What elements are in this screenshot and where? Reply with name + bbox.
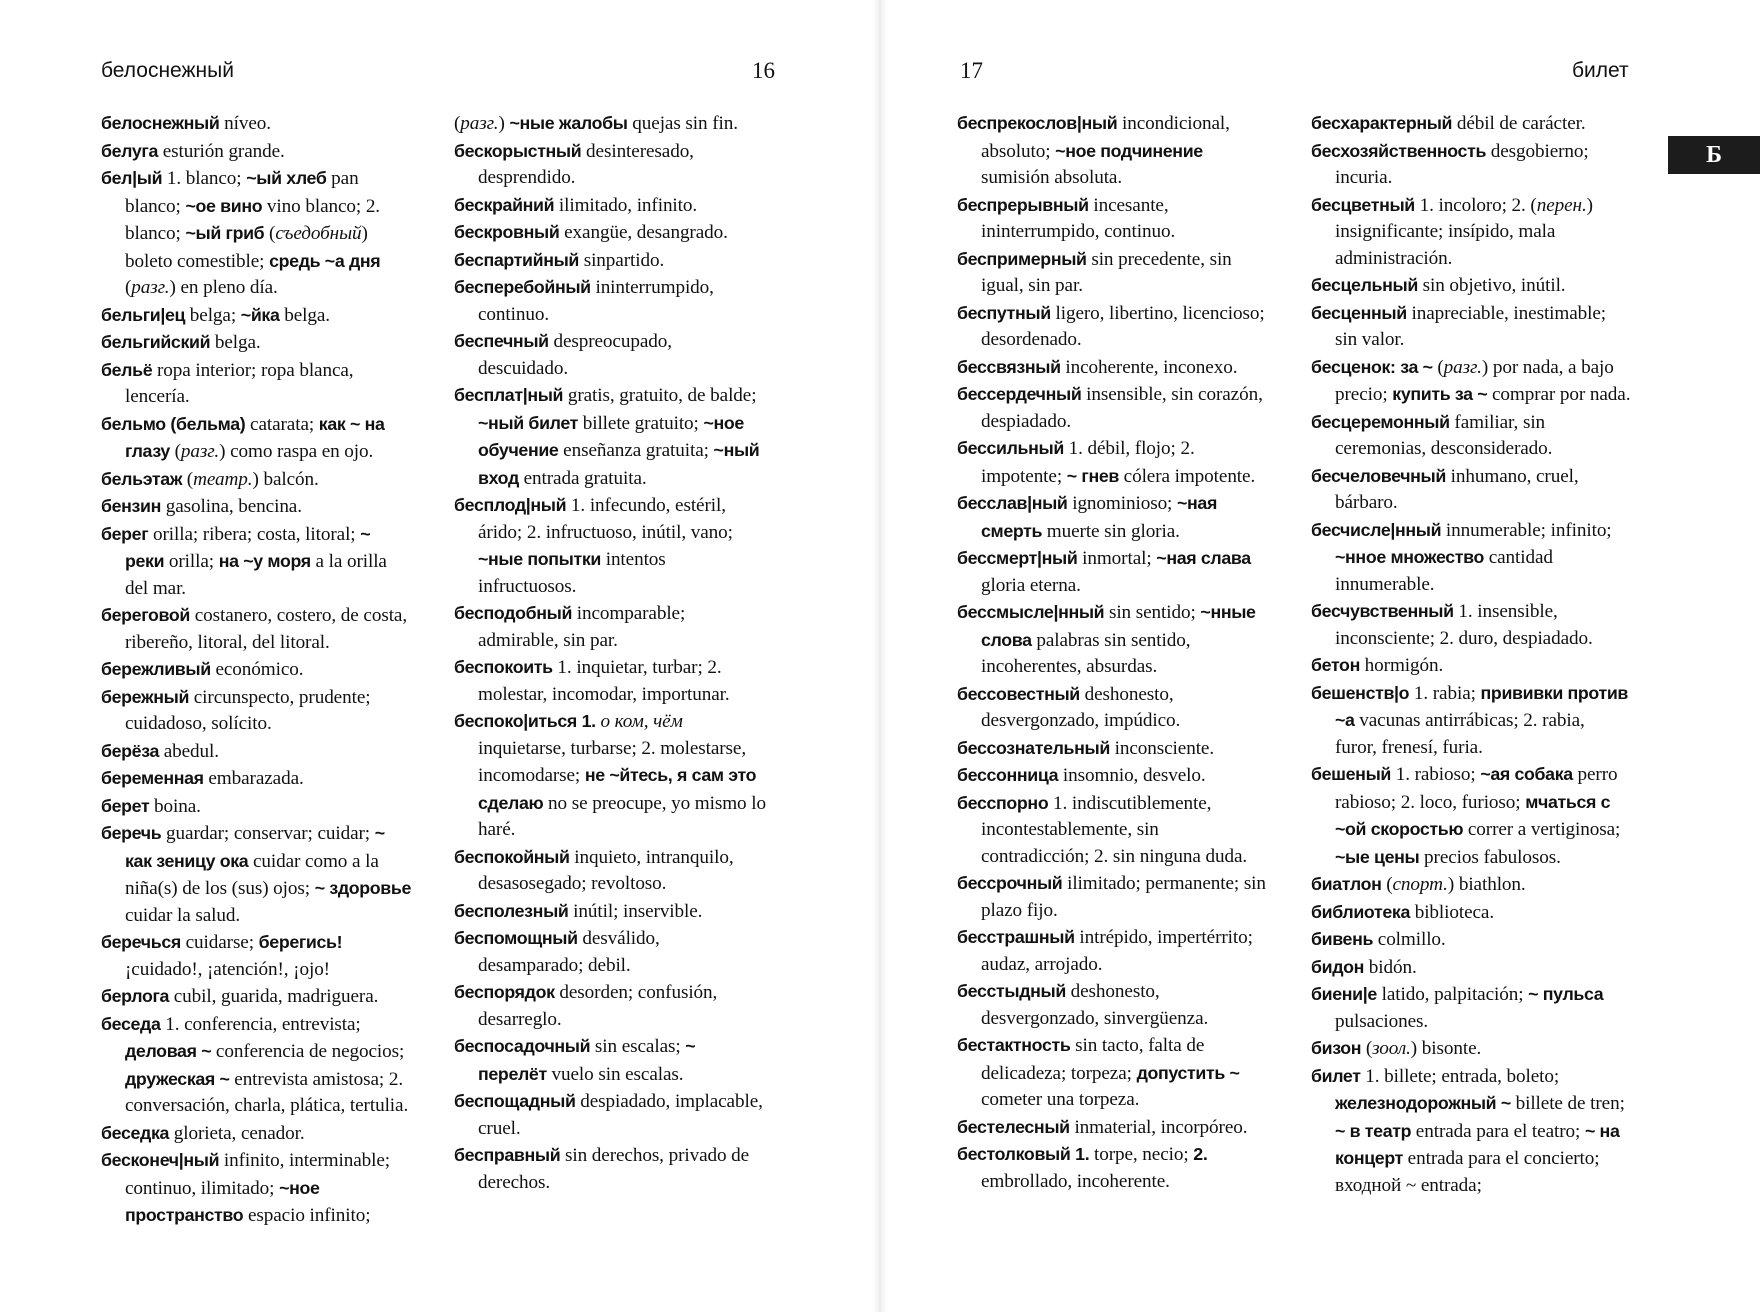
entry-headword: бесцветный <box>1311 194 1415 215</box>
entry-definition: ininterrumpido, continuo. <box>478 277 714 325</box>
entry-definition: ilimitado, infinito. <box>554 194 698 216</box>
dictionary-entry <box>1311 926 1631 954</box>
entry-headword: биени|е <box>1311 984 1377 1004</box>
entry-definition: inmaterial, incorpóreo. <box>1069 1116 1248 1138</box>
entry-headword: бидон <box>1311 956 1365 977</box>
entry-headword: бессердечный <box>957 384 1082 404</box>
entry-definition: sin precedente, sin igual, sin par. <box>981 248 1232 296</box>
entry-headword: бестелесный <box>957 1116 1070 1137</box>
entry-definition: 1. infecundo, estéril, árido; 2. infructuoso, inútil, vano; ~ные попытки intentos infructuosos. <box>478 495 733 597</box>
entry-definition: gratis, gratuito, de balde; ~ный билет billete gratuito; ~ное обучение enseñanza gratuita; ~ный вход entrada gratuita. <box>478 385 760 489</box>
entry-headword: белуга <box>101 140 159 161</box>
entry-headword: берёза <box>101 740 160 761</box>
entry-headword: беспрерывный <box>957 194 1089 215</box>
entry-definition: inútil; inservible. <box>568 900 703 922</box>
entry-headword: биатлон <box>1311 874 1382 894</box>
dictionary-entry <box>1311 354 1631 409</box>
entry-headword: бесподобный <box>454 603 573 623</box>
entry-headword: бесчеловечный <box>1311 465 1446 486</box>
dictionary-entry <box>101 656 413 684</box>
dictionary-entry <box>1311 138 1631 192</box>
entry-headword: библиотека <box>1311 901 1410 922</box>
entry-headword: белоснежный <box>101 113 220 133</box>
entry-headword: бесплод|ный <box>454 495 567 515</box>
dictionary-entry <box>957 1032 1269 1114</box>
dictionary-entry <box>957 681 1269 735</box>
entry-definition: desorden; confusión, desarreglo. <box>478 982 718 1030</box>
entry-definition: inconsciente. <box>1109 737 1215 759</box>
entry-definition: 1. insensible, inconsciente; 2. duro, despiadado. <box>1335 601 1593 649</box>
dictionary-entry <box>957 924 1269 978</box>
guide-word-right: билет <box>1572 59 1629 82</box>
page-number-left: 16 <box>752 58 775 83</box>
dictionary-entry <box>1311 409 1631 463</box>
dictionary-entry <box>957 599 1269 681</box>
dictionary-entry <box>957 354 1269 382</box>
dictionary-column-2 <box>454 110 766 1196</box>
dictionary-entry <box>1311 192 1631 273</box>
entry-definition: 1. billete; entrada, boleto; железнодорожный ~ billete de tren; ~ в театр entrada para el teatro; ~ на концерт entrada para el concierto; входной ~ entrada; <box>1335 1065 1625 1196</box>
entry-definition: bidón. <box>1364 956 1417 978</box>
entry-headword: бессознательный <box>957 737 1110 758</box>
dictionary-entry <box>957 192 1269 246</box>
entry-headword: бережный <box>101 686 190 707</box>
entry-headword: бельэтаж <box>101 468 183 489</box>
dictionary-entry <box>957 545 1269 599</box>
entry-headword: бескровный <box>454 222 560 242</box>
entry-definition: inapreciable, inestimable; sin valor. <box>1335 302 1607 350</box>
entry-definition: 1. conferencia, entrevista; деловая ~ conferencia de negocios; дружеская ~ entrevista amistosa; 2. conversación, charla, plática, tertulia. <box>125 1013 409 1116</box>
dictionary-entry <box>454 382 766 492</box>
entry-definition: 1. incoloro; 2. (перен.) insignificante; insípido, mala administración. <box>1335 194 1593 269</box>
entry-definition: ropa interior; ropa blanca, lencería. <box>125 359 354 407</box>
dictionary-entry <box>101 357 413 411</box>
guide-word-left: белоснежный <box>101 59 234 82</box>
entry-headword: бессмерт|ный <box>957 548 1078 568</box>
dictionary-entry <box>454 328 766 382</box>
entry-definition: 1. torpe, necio; 2. embrollado, incoherente. <box>981 1144 1208 1192</box>
entry-definition: desinteresado, desprendido. <box>478 140 694 188</box>
dictionary-entry <box>1311 761 1631 871</box>
entry-headword: беспощадный <box>454 1091 576 1111</box>
entry-headword: бельё <box>101 359 153 380</box>
entry-headword: бессвязный <box>957 356 1061 377</box>
alphabet-thumb-tab: Б <box>1668 136 1760 174</box>
dictionary-entry <box>101 684 413 738</box>
entry-headword: бесспорно <box>957 792 1049 813</box>
dictionary-entry <box>101 493 413 521</box>
dictionary-entry <box>101 1120 413 1148</box>
dictionary-entry <box>957 490 1269 545</box>
entry-definition: incomparable; admirable, sin par. <box>478 603 686 651</box>
entry-headword: берег <box>101 523 149 544</box>
dictionary-entry <box>1311 680 1631 762</box>
dictionary-entry <box>454 274 766 328</box>
dictionary-entry <box>957 110 1269 192</box>
entry-definition: inquieto, intranquilo, desasosegado; revoltoso. <box>478 846 734 894</box>
entry-definition: insomnio, desvelo. <box>1058 765 1206 786</box>
dictionary-entry <box>101 521 413 603</box>
right-page <box>880 0 1760 1312</box>
entry-definition: circunspecto, prudente; cuidadoso, solícito. <box>125 686 371 734</box>
dictionary-entry <box>454 492 766 600</box>
dictionary-entry <box>454 925 766 979</box>
entry-headword: беспечный <box>454 331 549 351</box>
entry-definition: boina. <box>149 795 201 817</box>
entry-definition: económico. <box>210 659 304 680</box>
entry-definition: ignominioso; ~ная смерть muerte sin gloria. <box>981 493 1217 542</box>
dictionary-entry <box>101 411 413 466</box>
dictionary-entry <box>454 219 766 247</box>
dictionary-entry <box>101 1147 413 1230</box>
entry-definition: despreocupado, descuidado. <box>478 331 672 379</box>
entry-headword: беспоко|иться <box>454 711 577 731</box>
dictionary-entry <box>957 435 1269 490</box>
entry-definition: biblioteca. <box>1410 901 1495 923</box>
dictionary-entry <box>957 735 1269 763</box>
entry-headword: бесконеч|ный <box>101 1150 220 1170</box>
dictionary-entry <box>957 381 1269 435</box>
dictionary-entry <box>454 708 766 844</box>
entry-headword: бел|ый <box>101 168 163 188</box>
dictionary-entry <box>454 1033 766 1088</box>
dictionary-entry <box>957 300 1269 354</box>
dictionary-entry <box>454 654 766 708</box>
dictionary-column-1 <box>101 110 413 1230</box>
dictionary-entry <box>101 165 413 302</box>
entry-headword: бешеный <box>1311 764 1391 784</box>
dictionary-entry <box>101 820 413 929</box>
entry-headword: бельги|ец <box>101 304 186 325</box>
entry-definition: glorieta, cenador. <box>169 1122 305 1144</box>
entry-headword: берлога <box>101 986 170 1006</box>
entry-definition: 1. inquietar, turbar; 2. molestar, incomodar, importunar. <box>478 657 730 705</box>
entry-headword: бессонница <box>957 765 1059 785</box>
dictionary-entry <box>101 602 413 656</box>
dictionary-entry <box>957 790 1269 871</box>
entry-headword: беременная <box>101 768 204 788</box>
dictionary-entry <box>101 765 413 793</box>
entry-definition: 1. indiscutiblemente, incontestablemente, sin contradicción; 2. sin ninguna duda. <box>981 792 1248 867</box>
entry-headword: бесхарактерный <box>1311 113 1453 133</box>
entry-headword: беречься <box>101 932 181 952</box>
entry-headword: бессильный <box>957 438 1064 458</box>
dictionary-entry <box>101 793 413 821</box>
entry-headword: бестактность <box>957 1035 1071 1055</box>
entry-headword: беспутный <box>957 302 1051 323</box>
entry-definition: guardar; conservar; cuidar; ~ как зеницу ока cuidar como a la niña(s) de los (sus) ojos; ~ здоровье cuidar la salud. <box>125 823 411 926</box>
entry-headword: бельгийский <box>101 332 211 352</box>
entry-definition: embarazada. <box>203 768 304 789</box>
entry-definition: insensible, sin corazón, despiadado. <box>981 384 1263 432</box>
entry-headword: беспосадочный <box>454 1036 591 1056</box>
entry-definition: infinito, interminable; continuo, ilimitado; ~ное пространство espacio infinito; <box>125 1150 390 1226</box>
entry-headword: бесстыдный <box>957 981 1066 1001</box>
dictionary-entry <box>1311 110 1631 138</box>
entry-definition: inmortal; ~ная слава gloria eterna. <box>981 548 1251 596</box>
entry-headword: бесхозяйственность <box>1311 140 1487 161</box>
entry-headword: бензин <box>101 496 162 516</box>
entry-definition: 1. blanco; ~ый хлеб pan blanco; ~ое вино vino blanco; 2. blanco; ~ый гриб (съедобный) boleto comestible; средь ~а дня (разг.) en pleno día. <box>125 168 381 298</box>
entry-headword: бесперебойный <box>454 277 591 297</box>
dictionary-column-3 <box>957 110 1269 1195</box>
entry-headword: бельмо (бельма) <box>101 413 246 434</box>
entry-definition: incondicional, absoluto; ~ное подчинение sumisión absoluta. <box>981 113 1230 188</box>
page-number-right: 17 <box>960 58 983 83</box>
entry-headword: бесстрашный <box>957 927 1075 947</box>
entry-headword: бескрайний <box>454 194 555 215</box>
dictionary-entry <box>957 246 1269 300</box>
dictionary-entry <box>957 978 1269 1032</box>
entry-headword: бессмысле|нный <box>957 602 1105 622</box>
entry-headword: беспартийный <box>454 249 580 270</box>
entry-headword: бесцельный <box>1311 275 1418 295</box>
dictionary-entry <box>101 138 413 166</box>
entry-definition: desválido, desamparado; debil. <box>478 928 660 976</box>
entry-headword: бесцеремонный <box>1311 411 1450 432</box>
entry-headword: берет <box>101 795 150 816</box>
entry-definition: ligero, libertino, licencioso; desordenado. <box>981 302 1265 350</box>
entry-definition: sinpartido. <box>579 249 665 271</box>
entry-headword: бешенств|о <box>1311 682 1410 703</box>
entry-headword: бессовестный <box>957 683 1080 704</box>
entry-definition: 1. rabioso; ~ая собака perro rabioso; 2. loco, furioso; мчаться с ~ой скоростью correr a vertiginosa; ~ые цены precios fabulosos. <box>1335 764 1621 868</box>
dictionary-entry <box>454 1088 766 1142</box>
entry-headword: беспокойный <box>454 846 570 867</box>
entry-definition: hormigón. <box>1359 655 1444 676</box>
dictionary-entry <box>454 600 766 654</box>
entry-headword: бесплат|ный <box>454 385 564 405</box>
dictionary-entry <box>101 329 413 357</box>
dictionary-entry <box>1311 272 1631 300</box>
entry-headword: бизон <box>1311 1038 1362 1058</box>
entry-definition: deshonesto, desvergonzado, impúdico. <box>981 683 1181 731</box>
entry-headword: беречь <box>101 823 162 843</box>
entry-definition: despiadado, implacable, cruel. <box>478 1091 763 1139</box>
dictionary-entry <box>101 929 413 983</box>
dictionary-entry <box>1311 598 1631 652</box>
entry-headword: бескорыстный <box>454 140 582 161</box>
dictionary-entry <box>957 870 1269 924</box>
entry-definition: innumerable; infinito; ~нное множество cantidad innumerable. <box>1335 519 1612 595</box>
dictionary-entry <box>1311 1035 1631 1063</box>
dictionary-entry <box>101 738 413 766</box>
entry-headword: бесправный <box>454 1145 561 1165</box>
entry-definition: incesante, ininterrumpido, continuo. <box>981 194 1176 242</box>
entry-definition: débil de carácter. <box>1452 113 1586 134</box>
dictionary-entry <box>454 192 766 220</box>
entry-definition: níveo. <box>219 113 271 134</box>
entry-definition: (зоол.) bisonte. <box>1361 1038 1482 1059</box>
entry-definition: sin tacto, falta de delicadeza; torpeza; допустить ~ cometer una torpeza. <box>981 1035 1240 1110</box>
entry-definition: deshonesto, desvergonzado, sinvergüenza. <box>981 981 1209 1029</box>
entry-definition: belga. <box>210 332 261 353</box>
dictionary-entry <box>1311 300 1631 354</box>
entry-definition: incoherente, inconexo. <box>1060 356 1238 378</box>
entry-definition: cubil, guarida, madriguera. <box>169 986 379 1007</box>
entry-definition: (театр.) balcón. <box>182 468 319 490</box>
entry-definition: cuidarse; берегись! ¡cuidado!, ¡atención!, ¡ojo! <box>125 932 343 980</box>
entry-headword: бестолковый <box>957 1144 1071 1164</box>
entry-headword: беспокоить <box>454 657 553 677</box>
entry-definition: familiar, sin ceremonias, desconsiderado. <box>1335 411 1553 459</box>
dictionary-entry <box>101 466 413 494</box>
dictionary-entry <box>101 302 413 330</box>
dictionary-entry <box>101 1011 413 1120</box>
entry-headword: береговой <box>101 605 190 625</box>
entry-definition: exangüe, desangrado. <box>559 222 728 243</box>
dictionary-entry <box>1311 1063 1631 1200</box>
dictionary-entry <box>1311 899 1631 927</box>
dictionary-entry <box>454 979 766 1033</box>
dictionary-entry <box>957 1114 1269 1142</box>
dictionary-entry <box>101 110 413 138</box>
dictionary-entry <box>454 247 766 275</box>
entry-headword: беседа <box>101 1013 161 1034</box>
dictionary-entry <box>1311 954 1631 982</box>
entry-definition: sin derechos, privado de derechos. <box>478 1145 750 1193</box>
entry-definition: orilla; ribera; costa, litoral; ~ реки orilla; на ~у моря a la orilla del mar. <box>125 523 387 599</box>
dictionary-entry <box>957 762 1269 790</box>
entry-definition: sin objetivo, inútil. <box>1417 275 1566 296</box>
dictionary-entry <box>1311 517 1631 599</box>
entry-headword: беседка <box>101 1122 170 1143</box>
entry-headword: бесценный <box>1311 302 1407 323</box>
entry-definition: belga; ~йка belga. <box>185 304 330 326</box>
dictionary-entry <box>1311 871 1631 899</box>
entry-definition: gasolina, bencina. <box>161 496 302 517</box>
entry-headword: бивень <box>1311 929 1374 949</box>
dictionary-entry <box>1311 981 1631 1035</box>
entry-definition: 1. rabia; прививки против ~а vacunas antirrábicas; 2. rabia, furor, frenesí, furia. <box>1335 682 1628 758</box>
entry-headword: бесслав|ный <box>957 493 1068 513</box>
entry-headword: бесчувственный <box>1311 601 1454 621</box>
entry-headword: беспомощный <box>454 928 578 948</box>
entry-definition: 1. о ком, чём inquietarse, turbarse; 2. molestarse, incomodarse; не ~йтесь, я сам это сделаю no se preocupe, yo mismo lo haré. <box>478 711 766 840</box>
entry-definition: abedul. <box>159 740 219 762</box>
dictionary-entry <box>454 844 766 898</box>
entry-headword: бесценок: за ~ <box>1311 356 1433 377</box>
dictionary-entry <box>1311 652 1631 680</box>
dictionary-entry <box>1311 463 1631 517</box>
entry-definition: (разг.) por nada, a bajo precio; купить за ~ comprar por nada. <box>1335 356 1631 405</box>
entry-headword: бесполезный <box>454 900 569 921</box>
entry-definition: esturión grande. <box>158 140 285 162</box>
dictionary-entry <box>454 110 766 138</box>
entry-definition: costanero, costero, de costa, ribereño, litoral, del litoral. <box>125 605 408 653</box>
entry-headword: беспрекослов|ный <box>957 113 1118 133</box>
entry-definition: 1. débil, flojo; 2. impotente; ~ гнев cólera impotente. <box>981 438 1256 487</box>
dictionary-entry <box>101 983 413 1011</box>
entry-definition: ilimitado; permanente; sin plazo fijo. <box>981 873 1266 921</box>
entry-headword: бетон <box>1311 655 1360 675</box>
entry-definition: sin sentido; ~нные слова palabras sin sentido, incoherentes, absurdas. <box>981 602 1256 677</box>
dictionary-entry <box>454 1142 766 1196</box>
entry-definition: latido, palpitación; ~ пульса pulsaciones. <box>1335 984 1604 1032</box>
entry-definition: inhumano, cruel, bárbaro. <box>1335 465 1579 513</box>
entry-definition: sin escalas; ~ перелёт vuelo sin escalas. <box>478 1036 696 1085</box>
entry-headword: беспримерный <box>957 248 1087 269</box>
entry-definition: desgobierno; incuria. <box>1335 140 1589 188</box>
entry-headword: билет <box>1311 1065 1361 1086</box>
entry-definition: (разг.) ~ные жалобы quejas sin fin. <box>454 113 738 134</box>
entry-definition: intrépido, impertérrito; audaz, arrojado. <box>981 927 1253 975</box>
entry-headword: бессрочный <box>957 873 1063 893</box>
entry-headword: бережливый <box>101 659 211 679</box>
entry-definition: catarata; как ~ на глазу (разг.) como raspa en ojo. <box>125 413 385 462</box>
entry-headword: бесчисле|нный <box>1311 519 1442 540</box>
entry-definition: colmillo. <box>1373 929 1446 950</box>
dictionary-entry <box>454 898 766 926</box>
entry-headword: беспорядок <box>454 982 555 1002</box>
dictionary-entry <box>454 138 766 192</box>
entry-definition: (спорт.) biathlon. <box>1381 874 1526 895</box>
dictionary-entry <box>957 1141 1269 1195</box>
dictionary-column-4 <box>1311 110 1631 1199</box>
